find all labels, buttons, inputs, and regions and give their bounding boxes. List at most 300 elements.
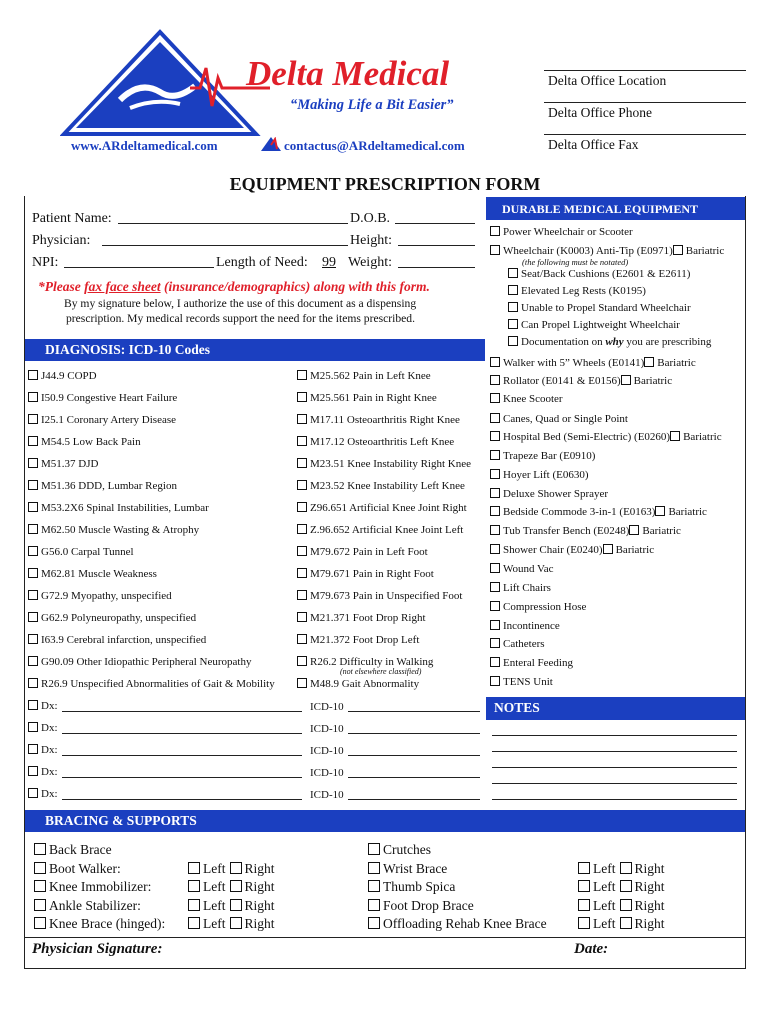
- diagnosis-item: [297, 502, 467, 514]
- brace-item-label: Wrist Brace: [383, 860, 448, 876]
- right-checkbox[interactable]: [230, 880, 242, 892]
- brace-item: [34, 916, 165, 932]
- brace-checkbox[interactable]: [368, 899, 380, 911]
- dx-checkbox[interactable]: [28, 766, 38, 776]
- physician-label: Physician:: [32, 233, 91, 248]
- bariatric-label: Bariatric: [633, 375, 673, 387]
- dx-label: Dx:: [41, 744, 58, 756]
- diagnosis-checkbox[interactable]: [297, 524, 307, 534]
- diagnosis-item: [28, 634, 206, 646]
- bariatric-checkbox[interactable]: [621, 375, 631, 385]
- fax-note-link: fax face sheet: [84, 279, 161, 294]
- diagnosis-item-label: M54.5 Low Back Pain: [41, 436, 141, 448]
- diagnosis-item-label: M21.371 Foot Drop Right: [310, 612, 426, 624]
- height-field[interactable]: [398, 245, 475, 246]
- dme-checkbox[interactable]: [490, 544, 500, 554]
- dme-item: [490, 601, 586, 613]
- bariatric-checkbox[interactable]: [603, 544, 613, 554]
- right-checkbox[interactable]: [620, 862, 632, 874]
- diagnosis-checkbox[interactable]: [28, 502, 38, 512]
- notes-header-label: NOTES: [494, 700, 540, 715]
- diagnosis-checkbox[interactable]: [297, 436, 307, 446]
- diagnosis-item: [297, 678, 419, 690]
- dx-checkbox[interactable]: [28, 700, 38, 710]
- dme-checkbox[interactable]: [490, 582, 500, 592]
- diagnosis-item-label: J44.9 COPD: [41, 370, 97, 382]
- diagnosis-item-label: M17.11 Osteoarthritis Right Knee: [310, 414, 460, 426]
- dme-documentation-checkbox[interactable]: [508, 336, 518, 346]
- website-link[interactable]: www.ARdeltamedical.com: [71, 138, 218, 153]
- diagnosis-item: [297, 524, 463, 536]
- brace-side-options: [578, 898, 665, 914]
- dx-input[interactable]: [62, 755, 302, 756]
- brace-item-label: Back Brace: [49, 842, 112, 857]
- doc-why: why: [605, 336, 624, 348]
- dme-item-label: Hospital Bed (Semi-Electric) (E0260): [503, 431, 671, 443]
- patient-name-field[interactable]: [118, 223, 348, 224]
- notes-line[interactable]: [492, 799, 737, 800]
- diagnosis-item-label: R26.2 Difficulty in Walking: [310, 656, 434, 668]
- brace-item-label: Thumb Spica: [383, 879, 456, 894]
- diagnosis-item-label: I50.9 Congestive Heart Failure: [41, 392, 178, 404]
- dme-documentation-item: [508, 336, 711, 348]
- diagnosis-checkbox[interactable]: [297, 370, 307, 380]
- brace-checkbox[interactable]: [368, 862, 380, 874]
- diagnosis-checkbox[interactable]: [28, 480, 38, 490]
- dme-item-label: Power Wheelchair or Scooter: [503, 226, 633, 238]
- diagnosis-item-label: M23.51 Knee Instability Right Knee: [310, 458, 472, 470]
- diagnosis-item: [28, 370, 97, 382]
- diagnosis-checkbox[interactable]: [297, 612, 307, 622]
- diagnosis-checkbox[interactable]: [28, 414, 38, 424]
- dme-sub-item: [508, 268, 690, 280]
- diagnosis-item-label: M62.81 Muscle Weakness: [41, 568, 157, 580]
- icd-label: ICD-10: [310, 745, 344, 757]
- brace-side-options: [188, 861, 275, 877]
- right-label: Right: [244, 879, 275, 894]
- diagnosis-checkbox[interactable]: [297, 634, 307, 644]
- dme-item: [490, 469, 589, 481]
- diagnosis-checkbox[interactable]: [297, 414, 307, 424]
- dme-item-label: Trapeze Bar (E0910): [503, 450, 596, 462]
- auth-line-2: prescription. My medical records support the need for the items prescribed.: [66, 312, 415, 325]
- diagnosis-checkbox[interactable]: [297, 678, 307, 688]
- diagnosis-item-label: G72.9 Myopathy, unspecified: [41, 590, 172, 602]
- notes-header: [486, 697, 745, 720]
- logo-mark-icon: [261, 137, 281, 156]
- diagnosis-item: [28, 546, 134, 558]
- office-fax: Delta Office Fax: [548, 137, 639, 152]
- dme-checkbox[interactable]: [490, 469, 500, 479]
- npi-label: NPI:: [32, 255, 59, 270]
- notes-line[interactable]: [492, 783, 737, 784]
- brace-item-label: Ankle Stabilizer:: [49, 897, 141, 913]
- icd-label: ICD-10: [310, 701, 344, 713]
- dme-item-label: Catheters: [503, 638, 545, 650]
- right-checkbox[interactable]: [620, 899, 632, 911]
- diagnosis-header: [25, 339, 485, 361]
- dme-sub-checkbox[interactable]: [508, 302, 518, 312]
- left-checkbox[interactable]: [578, 880, 590, 892]
- dme-item-label: Rollator (E0141 & E0156): [503, 375, 621, 387]
- brace-item: [368, 916, 547, 932]
- dme-checkbox[interactable]: [490, 638, 500, 648]
- dme-item-label: Walker with 5” Wheels (E0141): [503, 357, 645, 369]
- diagnosis-checkbox[interactable]: [297, 480, 307, 490]
- brace-item: [368, 842, 431, 858]
- dme-item: [490, 226, 633, 238]
- notated-note: (the following must be notated): [522, 257, 629, 267]
- diagnosis-checkbox[interactable]: [28, 678, 38, 688]
- dme-item: [490, 563, 554, 575]
- right-label: Right: [244, 916, 275, 931]
- icd-input[interactable]: [348, 711, 480, 712]
- dx-input[interactable]: [62, 711, 302, 712]
- brace-item: [34, 898, 141, 914]
- diagnosis-checkbox[interactable]: [297, 546, 307, 556]
- length-of-need-label: Length of Need:: [216, 255, 308, 270]
- bracing-header-label: BRACING & SUPPORTS: [45, 813, 197, 828]
- left-label: Left: [593, 860, 616, 876]
- brace-item: [368, 879, 455, 895]
- diagnosis-item: [297, 568, 434, 580]
- diagnosis-checkbox[interactable]: [297, 502, 307, 512]
- physician-field[interactable]: [102, 245, 348, 246]
- diagnosis-checkbox[interactable]: [297, 458, 307, 468]
- diagnosis-checkbox[interactable]: [28, 590, 38, 600]
- dme-item: [490, 620, 560, 632]
- dx-entry: [28, 700, 58, 712]
- dme-checkbox[interactable]: [490, 375, 500, 385]
- dx-checkbox[interactable]: [28, 788, 38, 798]
- dme-item-label: Deluxe Shower Sprayer: [503, 488, 609, 500]
- email-link[interactable]: contactus@ARdeltamedical.com: [284, 138, 465, 153]
- dob-field[interactable]: [395, 223, 475, 224]
- diagnosis-item-label: M48.9 Gait Abnormality: [310, 678, 420, 690]
- icd-input[interactable]: [348, 799, 480, 800]
- brace-item: [34, 879, 151, 895]
- left-checkbox[interactable]: [188, 862, 200, 874]
- physician-signature-label: Physician Signature:: [32, 941, 163, 957]
- brace-side-options: [578, 861, 665, 877]
- notes-line[interactable]: [492, 751, 737, 752]
- dme-item-label: Canes, Quad or Single Point: [503, 413, 628, 425]
- diagnosis-item-label: R26.9 Unspecified Abnormalities of Gait & Mobility: [41, 678, 275, 690]
- diagnosis-item-label: G90.09 Other Idiopathic Peripheral Neuropathy: [41, 656, 252, 668]
- notes-line[interactable]: [492, 767, 737, 768]
- diagnosis-item: [297, 480, 465, 492]
- dme-item-label: Wound Vac: [503, 563, 554, 575]
- diagnosis-item: [28, 436, 141, 448]
- dme-checkbox[interactable]: [490, 226, 500, 236]
- dme-item-label: Enteral Feeding: [503, 657, 573, 669]
- dme-item: [490, 676, 553, 688]
- dme-checkbox[interactable]: [490, 488, 500, 498]
- diagnosis-header-label: DIAGNOSIS: ICD-10 Codes: [45, 342, 211, 357]
- right-checkbox[interactable]: [620, 917, 632, 929]
- brace-item-label: Knee Immobilizer:: [49, 879, 152, 894]
- dx-label: Dx:: [41, 788, 58, 800]
- diagnosis-item: [28, 392, 177, 404]
- diagnosis-item-label: M21.372 Foot Drop Left: [310, 634, 420, 646]
- dme-checkbox[interactable]: [490, 525, 500, 535]
- dme-item: [490, 431, 722, 443]
- patient-name-label: Patient Name:: [32, 211, 112, 226]
- bariatric-label: Bariatric: [683, 431, 722, 443]
- dme-item: [490, 245, 724, 257]
- dme-item-label: Shower Chair (E0240): [503, 544, 603, 556]
- diagnosis-item: [28, 678, 275, 690]
- right-checkbox[interactable]: [230, 917, 242, 929]
- bariatric-label: Bariatric: [615, 544, 655, 556]
- logo: [60, 28, 270, 138]
- left-label: Left: [203, 916, 226, 931]
- brace-item-label: Boot Walker:: [49, 860, 121, 876]
- diagnosis-item: [28, 656, 251, 668]
- diagnosis-item: [297, 590, 462, 602]
- icd-input[interactable]: [348, 777, 480, 778]
- diagnosis-item: [297, 436, 454, 448]
- diagnosis-checkbox[interactable]: [297, 392, 307, 402]
- diagnosis-checkbox[interactable]: [28, 458, 38, 468]
- bariatric-label: Bariatric: [668, 506, 707, 518]
- dme-item: [490, 375, 672, 387]
- diagnosis-checkbox[interactable]: [28, 392, 38, 402]
- diagnosis-item: [297, 612, 426, 624]
- right-checkbox[interactable]: [230, 899, 242, 911]
- dme-sub-item-label: Can Propel Lightweight Wheelchair: [521, 319, 680, 331]
- brace-side-options: [188, 916, 275, 932]
- dx-label: Dx:: [41, 700, 58, 712]
- brace-item: [34, 861, 121, 877]
- brace-side-options: [188, 898, 275, 914]
- dme-checkbox[interactable]: [490, 676, 500, 686]
- dme-sub-checkbox[interactable]: [508, 285, 518, 295]
- diagnosis-item: [28, 480, 177, 492]
- bariatric-checkbox[interactable]: [673, 245, 683, 255]
- date-label: Date:: [574, 941, 609, 957]
- dme-checkbox[interactable]: [490, 393, 500, 403]
- fax-note-post: (insurance/demographics) along with this form.: [160, 279, 430, 294]
- notes-line[interactable]: [492, 735, 737, 736]
- dx-label: Dx:: [41, 722, 58, 734]
- dme-header-label: DURABLE MEDICAL EQUIPMENT: [502, 202, 699, 216]
- dx-entry: [28, 722, 58, 734]
- diagnosis-item-label: M53.2X6 Spinal Instabilities, Lumbar: [41, 502, 209, 514]
- dme-item: [490, 357, 696, 369]
- office-phone: Delta Office Phone: [548, 105, 652, 120]
- dme-checkbox[interactable]: [490, 506, 500, 516]
- icd-label: ICD-10: [310, 723, 344, 735]
- brace-checkbox[interactable]: [34, 880, 46, 892]
- dme-checkbox[interactable]: [490, 563, 500, 573]
- diagnosis-item-label: M51.37 DJD: [41, 458, 99, 470]
- left-checkbox[interactable]: [578, 862, 590, 874]
- diagnosis-item-label: M79.671 Pain in Right Foot: [310, 568, 434, 580]
- dme-sub-item-label: Unable to Propel Standard Wheelchair: [521, 302, 691, 314]
- right-label: Right: [244, 860, 275, 876]
- dme-checkbox[interactable]: [490, 601, 500, 611]
- dx-input[interactable]: [62, 777, 302, 778]
- bracing-header: [25, 810, 745, 832]
- dme-item: [490, 393, 563, 405]
- bariatric-checkbox[interactable]: [655, 506, 665, 516]
- dme-item-label: Wheelchair (K0003) Anti-Tip (E0971): [503, 245, 673, 257]
- diagnosis-item: [28, 524, 199, 536]
- dme-item-label: Hoyer Lift (E0630): [503, 469, 589, 481]
- diagnosis-item-label: Z96.651 Artificial Knee Joint Right: [310, 502, 467, 514]
- dme-sub-checkbox[interactable]: [508, 268, 518, 278]
- diagnosis-item-label: M79.673 Pain in Unspecified Foot: [310, 590, 463, 602]
- bariatric-label: Bariatric: [685, 245, 725, 257]
- diagnosis-checkbox[interactable]: [297, 568, 307, 578]
- left-checkbox[interactable]: [188, 880, 200, 892]
- form-title: EQUIPMENT PRESCRIPTION FORM: [229, 174, 541, 194]
- diagnosis-checkbox[interactable]: [28, 546, 38, 556]
- icd-label: ICD-10: [310, 767, 344, 779]
- diagnosis-item-label: M25.561 Pain in Right Knee: [310, 392, 437, 404]
- brace-checkbox[interactable]: [368, 917, 380, 929]
- diagnosis-item: [297, 634, 419, 646]
- left-checkbox[interactable]: [578, 899, 590, 911]
- brace-checkbox[interactable]: [34, 899, 46, 911]
- dme-sub-item: [508, 319, 680, 331]
- brace-side-options: [188, 879, 275, 895]
- bariatric-checkbox[interactable]: [670, 431, 680, 441]
- dme-item: [490, 582, 551, 594]
- right-checkbox[interactable]: [620, 880, 632, 892]
- dme-item-label: Tub Transfer Bench (E0248): [503, 525, 630, 537]
- dx-label: Dx:: [41, 766, 58, 778]
- dme-checkbox[interactable]: [490, 620, 500, 630]
- slogan: “Making Life a Bit Easier”: [290, 97, 454, 113]
- dme-item-label: Lift Chairs: [503, 582, 551, 594]
- doc-post: you are prescribing: [623, 336, 712, 348]
- bariatric-label: Bariatric: [657, 357, 696, 369]
- dx-entry: [28, 744, 58, 756]
- diagnosis-item-label: G56.0 Carpal Tunnel: [41, 546, 134, 558]
- diagnosis-item-label: I63.9 Cerebral infarction, unspecified: [41, 634, 207, 646]
- dme-checkbox[interactable]: [490, 450, 500, 460]
- brace-checkbox[interactable]: [368, 880, 380, 892]
- diagnosis-item-label: M51.36 DDD, Lumbar Region: [41, 480, 177, 492]
- brace-checkbox[interactable]: [34, 917, 46, 929]
- diagnosis-checkbox[interactable]: [297, 656, 307, 666]
- diagnosis-item: [28, 612, 196, 624]
- icd-input[interactable]: [348, 733, 480, 734]
- dx-entry: [28, 766, 58, 778]
- bariatric-checkbox[interactable]: [629, 525, 639, 535]
- diagnosis-item: [297, 458, 471, 470]
- dme-item-label: TENS Unit: [503, 676, 553, 688]
- right-label: Right: [634, 916, 665, 931]
- dme-checkbox[interactable]: [490, 431, 500, 441]
- diagnosis-checkbox[interactable]: [28, 568, 38, 578]
- npi-field[interactable]: [64, 267, 214, 268]
- right-label: Right: [634, 897, 665, 913]
- dob-label: D.O.B.: [350, 211, 391, 226]
- dme-item-label: Compression Hose: [503, 601, 587, 613]
- left-label: Left: [593, 916, 616, 931]
- diagnosis-checkbox[interactable]: [28, 634, 38, 644]
- brace-item: [368, 861, 447, 877]
- auth-line-1: By my signature below, I authorize the use of this document as a dispensing: [64, 297, 417, 310]
- diagnosis-item: [297, 414, 460, 426]
- diagnosis-checkbox[interactable]: [28, 370, 38, 380]
- diagnosis-item-label: I25.1 Coronary Artery Disease: [41, 414, 177, 426]
- left-checkbox[interactable]: [578, 917, 590, 929]
- left-label: Left: [593, 879, 616, 894]
- dme-item: [490, 657, 573, 669]
- office-location: Delta Office Location: [548, 73, 667, 88]
- dme-item: [490, 488, 608, 500]
- diagnosis-item: [28, 458, 98, 470]
- brace-item-label: Knee Brace (hinged):: [49, 916, 166, 931]
- dx-checkbox[interactable]: [28, 722, 38, 732]
- left-label: Left: [203, 897, 226, 913]
- right-label: Right: [634, 879, 665, 894]
- brace-checkbox[interactable]: [34, 862, 46, 874]
- dme-checkbox[interactable]: [490, 657, 500, 667]
- icd-input[interactable]: [348, 755, 480, 756]
- left-label: Left: [203, 860, 226, 876]
- right-checkbox[interactable]: [230, 862, 242, 874]
- dx-input[interactable]: [62, 733, 302, 734]
- diagnosis-item-label: G62.9 Polyneuropathy, unspecified: [41, 612, 197, 624]
- dx-checkbox[interactable]: [28, 744, 38, 754]
- dme-checkbox[interactable]: [490, 357, 500, 367]
- diagnosis-item: [28, 568, 157, 580]
- dme-item-label: Incontinence: [503, 620, 560, 632]
- brace-item-label: Crutches: [383, 842, 431, 857]
- dme-sub-item: [508, 302, 691, 314]
- diagnosis-item-label: M79.672 Pain in Left Foot: [310, 546, 428, 558]
- length-of-need-value[interactable]: 99: [322, 255, 336, 270]
- right-label: Right: [244, 897, 275, 913]
- diagnosis-checkbox[interactable]: [297, 590, 307, 600]
- fax-note: [38, 279, 430, 295]
- dme-checkbox[interactable]: [490, 245, 500, 255]
- bariatric-checkbox[interactable]: [644, 357, 654, 367]
- left-label: Left: [593, 897, 616, 913]
- diagnosis-checkbox[interactable]: [28, 612, 38, 622]
- diagnosis-item-label: Z.96.652 Artificial Knee Joint Left: [310, 524, 464, 536]
- weight-field[interactable]: [398, 267, 475, 268]
- diagnosis-checkbox[interactable]: [28, 656, 38, 666]
- left-checkbox[interactable]: [188, 917, 200, 929]
- dx-entry: [28, 788, 58, 800]
- diagnosis-item: [297, 370, 431, 382]
- brace-item: [368, 898, 474, 914]
- dme-sub-item-label: Seat/Back Cushions (E2601 & E2611): [521, 268, 691, 280]
- diagnosis-checkbox[interactable]: [28, 524, 38, 534]
- brace-side-options: [578, 916, 665, 932]
- dme-sub-checkbox[interactable]: [508, 319, 518, 329]
- brace-checkbox[interactable]: [34, 843, 46, 855]
- dx-input[interactable]: [62, 799, 302, 800]
- dme-sub-item: [508, 285, 646, 297]
- diagnosis-checkbox[interactable]: [28, 436, 38, 446]
- left-checkbox[interactable]: [188, 899, 200, 911]
- dme-item-label: Bedside Commode 3-in-1 (E0163): [503, 506, 656, 518]
- dme-checkbox[interactable]: [490, 413, 500, 423]
- diagnosis-item-label: M62.50 Muscle Wasting & Atrophy: [41, 524, 200, 536]
- brace-side-options: [578, 879, 665, 895]
- dme-header: [486, 197, 745, 220]
- brace-checkbox[interactable]: [368, 843, 380, 855]
- diagnosis-item-label: M25.562 Pain in Left Knee: [310, 370, 431, 382]
- icd-label: ICD-10: [310, 789, 344, 801]
